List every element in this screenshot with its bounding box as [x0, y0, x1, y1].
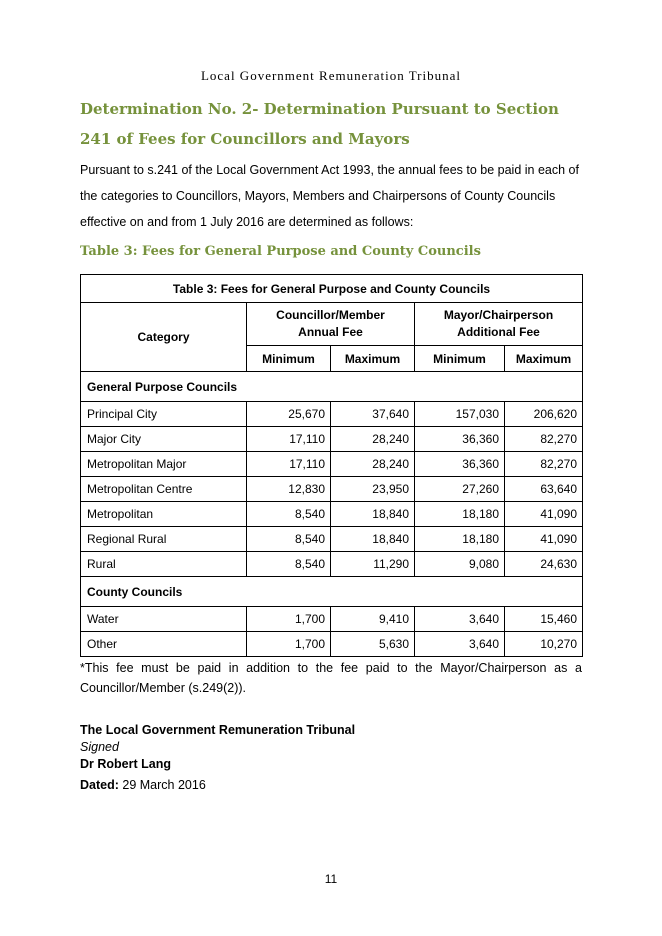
row-fee-m-max: 82,270 [505, 452, 583, 477]
councillor-max-header: Maximum [331, 346, 415, 372]
councillor-min-header: Minimum [247, 346, 331, 372]
fees-table [80, 274, 583, 657]
row-fee-m-max: 15,460 [505, 607, 583, 632]
table-row [81, 477, 583, 502]
councillor-header-line1: Councillor/Member [276, 308, 385, 322]
row-fee-c-min: 1,700 [247, 632, 331, 657]
dated-label: Dated: [80, 778, 119, 792]
row-category: Rural [81, 552, 247, 577]
row-fee-c-max: 23,950 [331, 477, 415, 502]
row-fee-c-max: 5,630 [331, 632, 415, 657]
row-fee-c-max: 28,240 [331, 427, 415, 452]
row-fee-m-min: 36,360 [415, 452, 505, 477]
mayor-fee-header [415, 303, 583, 346]
table-row [81, 452, 583, 477]
determination-heading: Determination No. 2- Determination Pursuant to Section 241 of Fees for Councillors and Mayors [80, 100, 559, 148]
row-fee-c-min: 25,670 [247, 402, 331, 427]
row-fee-m-max: 206,620 [505, 402, 583, 427]
mayor-header-line2: Additional Fee [457, 325, 540, 339]
dated-value: 29 March 2016 [122, 778, 206, 792]
row-fee-c-min: 17,110 [247, 452, 331, 477]
table-row [81, 402, 583, 427]
councillor-fee-header [247, 303, 415, 346]
row-category: Major City [81, 427, 247, 452]
table-title: Table 3: Fees for General Purpose and County Councils [81, 275, 583, 303]
row-fee-c-min: 8,540 [247, 552, 331, 577]
table-row [81, 527, 583, 552]
row-fee-c-max: 9,410 [331, 607, 415, 632]
row-fee-m-max: 41,090 [505, 527, 583, 552]
signature-block [80, 722, 582, 773]
row-fee-c-min: 8,540 [247, 502, 331, 527]
section-row [81, 577, 583, 607]
signature-org: The Local Government Remuneration Tribunal [80, 723, 356, 737]
table-title-row [81, 275, 583, 303]
row-category: Metropolitan [81, 502, 247, 527]
table-row [81, 607, 583, 632]
table-header-row [81, 303, 583, 346]
row-category: Other [81, 632, 247, 657]
row-fee-m-min: 36,360 [415, 427, 505, 452]
row-fee-m-max: 82,270 [505, 427, 583, 452]
row-fee-c-max: 37,640 [331, 402, 415, 427]
row-fee-m-min: 18,180 [415, 502, 505, 527]
dated-line [80, 778, 206, 792]
row-fee-m-max: 63,640 [505, 477, 583, 502]
fee-footnote: *This fee must be paid in addition to the fee paid to the Mayor/Chairperson as a Councillor/Member (s.249(2)). [80, 661, 582, 695]
intro-paragraph: Pursuant to s.241 of the Local Government Act 1993, the annual fees to be paid in each of the categories to Councillors, Mayors, Members and Chairpersons of County Councils effective on and from 1 July 2016 are determined as follows: [80, 163, 579, 229]
row-fee-c-min: 17,110 [247, 427, 331, 452]
row-fee-m-min: 18,180 [415, 527, 505, 552]
row-fee-c-max: 11,290 [331, 552, 415, 577]
table-row [81, 552, 583, 577]
row-fee-m-max: 24,630 [505, 552, 583, 577]
table-row [81, 502, 583, 527]
row-category: Metropolitan Major [81, 452, 247, 477]
mayor-min-header: Minimum [415, 346, 505, 372]
row-fee-c-max: 28,240 [331, 452, 415, 477]
row-fee-m-min: 9,080 [415, 552, 505, 577]
row-fee-m-max: 41,090 [505, 502, 583, 527]
row-category: Water [81, 607, 247, 632]
mayor-max-header: Maximum [505, 346, 583, 372]
row-category: Regional Rural [81, 527, 247, 552]
header-title: Local Government Remuneration Tribunal [200, 68, 462, 83]
category-header: Category [81, 303, 247, 372]
row-fee-m-min: 3,640 [415, 632, 505, 657]
row-fee-m-min: 27,260 [415, 477, 505, 502]
row-category: Metropolitan Centre [81, 477, 247, 502]
section-title: General Purpose Councils [81, 372, 583, 402]
row-fee-c-min: 12,830 [247, 477, 331, 502]
row-category: Principal City [81, 402, 247, 427]
section-row [81, 372, 583, 402]
row-fee-m-min: 3,640 [415, 607, 505, 632]
table-row [81, 427, 583, 452]
row-fee-c-min: 1,700 [247, 607, 331, 632]
table-caption: Table 3: Fees for General Purpose and County Councils [80, 244, 481, 259]
signature-signed: Signed [80, 740, 119, 754]
row-fee-c-min: 8,540 [247, 527, 331, 552]
table-row [81, 632, 583, 657]
page-number: 11 [324, 872, 338, 886]
councillor-header-line2: Annual Fee [298, 325, 363, 339]
row-fee-c-max: 18,840 [331, 527, 415, 552]
row-fee-m-min: 157,030 [415, 402, 505, 427]
row-fee-m-max: 10,270 [505, 632, 583, 657]
section-title: County Councils [81, 577, 583, 607]
signature-name: Dr Robert Lang [80, 757, 171, 771]
row-fee-c-max: 18,840 [331, 502, 415, 527]
mayor-header-line1: Mayor/Chairperson [443, 308, 554, 322]
